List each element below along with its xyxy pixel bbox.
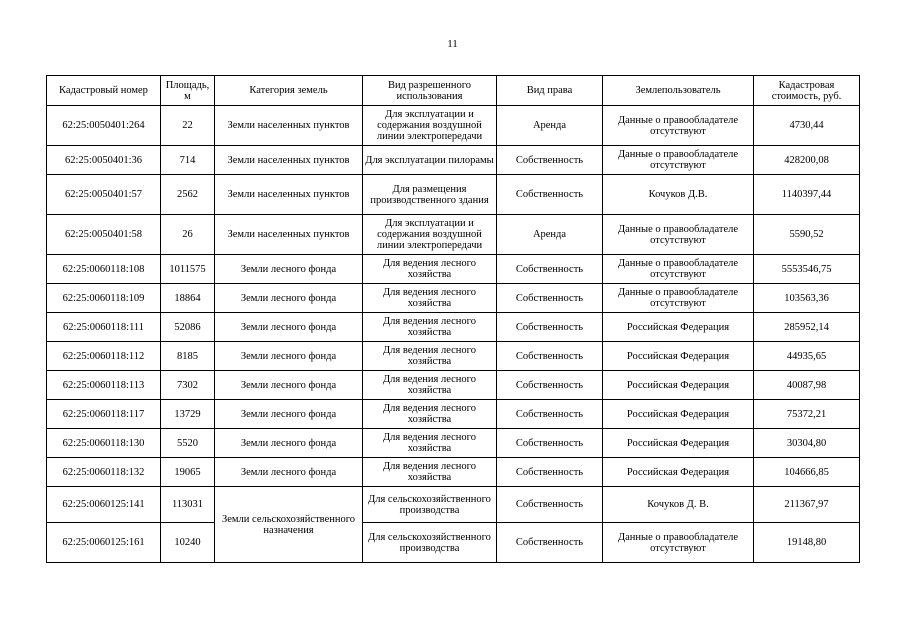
cell-cadastral-value: 103563,36 [754, 284, 860, 313]
cell-land-category: Земли лесного фонда [215, 400, 363, 429]
cell-cadastral-value: 285952,14 [754, 313, 860, 342]
cell-right-type: Аренда [497, 215, 603, 255]
cell-permitted-use: Для эксплуатации пилорамы [363, 146, 497, 175]
cell-cadastral-number: 62:25:0050401:264 [47, 106, 161, 146]
cell-land-user: Кочуков Д. В. [603, 487, 754, 523]
cell-right-type: Собственность [497, 429, 603, 458]
cell-land-user: Данные о правообладателе отсутствуют [603, 146, 754, 175]
cell-land-user: Кочуков Д.В. [603, 175, 754, 215]
cell-permitted-use: Для ведения лесного хозяйства [363, 313, 497, 342]
cell-land-category: Земли населенных пунктов [215, 106, 363, 146]
table-row [47, 458, 860, 487]
cell-right-type: Собственность [497, 255, 603, 284]
cell-cadastral-value: 40087,98 [754, 371, 860, 400]
table-row [47, 523, 860, 563]
cell-right-type: Собственность [497, 458, 603, 487]
cell-land-category: Земли лесного фонда [215, 458, 363, 487]
cell-permitted-use: Для ведения лесного хозяйства [363, 342, 497, 371]
cell-right-type: Собственность [497, 313, 603, 342]
cell-land-user: Данные о правообладателе отсутствуют [603, 523, 754, 563]
cell-land-category: Земли лесного фонда [215, 342, 363, 371]
cell-land-user: Российская Федерация [603, 371, 754, 400]
cell-land-user: Данные о правообладателе отсутствуют [603, 106, 754, 146]
cell-cadastral-value: 104666,85 [754, 458, 860, 487]
cell-land-category: Земли лесного фонда [215, 313, 363, 342]
cell-cadastral-value: 19148,80 [754, 523, 860, 563]
cell-area: 7302 [161, 371, 215, 400]
cell-land-category: Земли населенных пунктов [215, 175, 363, 215]
cell-cadastral-value: 428200,08 [754, 146, 860, 175]
cell-land-category: Земли населенных пунктов [215, 215, 363, 255]
cell-permitted-use: Для эксплуатации и содержания воздушной линии электропередачи [363, 215, 497, 255]
table-row [47, 284, 860, 313]
cell-right-type: Собственность [497, 487, 603, 523]
cell-area: 714 [161, 146, 215, 175]
cell-land-user: Данные о правообладателе отсутствуют [603, 255, 754, 284]
cell-cadastral-value: 30304,80 [754, 429, 860, 458]
cell-cadastral-number: 62:25:0060125:161 [47, 523, 161, 563]
cell-area: 2562 [161, 175, 215, 215]
header-permitted-use: Вид разрешенного использования [363, 76, 497, 106]
cell-land-category-merged: Земли сельскохозяйственного назначения [215, 487, 363, 563]
cell-cadastral-value: 44935,65 [754, 342, 860, 371]
cell-area: 8185 [161, 342, 215, 371]
cell-area: 113031 [161, 487, 215, 523]
table-row [47, 342, 860, 371]
table-row [47, 175, 860, 215]
cell-land-user: Данные о правообладателе отсутствуют [603, 284, 754, 313]
table-row [47, 146, 860, 175]
table-row [47, 215, 860, 255]
cell-land-user: Российская Федерация [603, 458, 754, 487]
cell-area: 1011575 [161, 255, 215, 284]
cell-permitted-use: Для ведения лесного хозяйства [363, 458, 497, 487]
cell-permitted-use: Для эксплуатации и содержания воздушной линии электропередачи [363, 106, 497, 146]
cell-land-user: Российская Федерация [603, 313, 754, 342]
cell-cadastral-value: 5553546,75 [754, 255, 860, 284]
cell-permitted-use: Для сельскохозяйственного производства [363, 487, 497, 523]
cell-right-type: Собственность [497, 400, 603, 429]
cell-cadastral-number: 62:25:0050401:57 [47, 175, 161, 215]
cell-land-user: Данные о правообладателе отсутствуют [603, 215, 754, 255]
cell-land-category: Земли лесного фонда [215, 255, 363, 284]
cell-land-category: Земли лесного фонда [215, 429, 363, 458]
header-area: Площадь, м [161, 76, 215, 106]
cell-permitted-use: Для ведения лесного хозяйства [363, 371, 497, 400]
page-number: 11 [447, 38, 458, 50]
table-row [47, 429, 860, 458]
cell-right-type: Собственность [497, 342, 603, 371]
cell-permitted-use: Для ведения лесного хозяйства [363, 255, 497, 284]
cell-land-category: Земли лесного фонда [215, 371, 363, 400]
cell-area: 26 [161, 215, 215, 255]
cell-cadastral-number: 62:25:0060118:112 [47, 342, 161, 371]
table-row [47, 313, 860, 342]
cell-permitted-use: Для ведения лесного хозяйства [363, 400, 497, 429]
cell-right-type: Собственность [497, 146, 603, 175]
cell-area: 5520 [161, 429, 215, 458]
cell-cadastral-value: 211367,97 [754, 487, 860, 523]
cell-cadastral-value: 5590,52 [754, 215, 860, 255]
cell-area: 19065 [161, 458, 215, 487]
cell-right-type: Собственность [497, 523, 603, 563]
table-row [47, 106, 860, 146]
cell-right-type: Аренда [497, 106, 603, 146]
cell-cadastral-number: 62:25:0060118:130 [47, 429, 161, 458]
cell-land-user: Российская Федерация [603, 400, 754, 429]
cell-cadastral-value: 1140397,44 [754, 175, 860, 215]
cell-land-category: Земли лесного фонда [215, 284, 363, 313]
cell-permitted-use: Для сельскохозяйственного производства [363, 523, 497, 563]
cell-area: 13729 [161, 400, 215, 429]
header-land-user: Землепользователь [603, 76, 754, 106]
cell-cadastral-number: 62:25:0050401:58 [47, 215, 161, 255]
cell-land-category: Земли населенных пунктов [215, 146, 363, 175]
header-cadastral-number: Кадастровый номер [47, 76, 161, 106]
cell-area: 10240 [161, 523, 215, 563]
cell-cadastral-number: 62:25:0060118:132 [47, 458, 161, 487]
table-row [47, 487, 860, 523]
cell-right-type: Собственность [497, 284, 603, 313]
cell-permitted-use: Для ведения лесного хозяйства [363, 284, 497, 313]
cell-cadastral-number: 62:25:0060125:141 [47, 487, 161, 523]
table-row [47, 255, 860, 284]
table-row [47, 371, 860, 400]
cell-permitted-use: Для ведения лесного хозяйства [363, 429, 497, 458]
cell-right-type: Собственность [497, 175, 603, 215]
cell-cadastral-number: 62:25:0060118:109 [47, 284, 161, 313]
header-land-category: Категория земель [215, 76, 363, 106]
cell-cadastral-number: 62:25:0060118:113 [47, 371, 161, 400]
cell-area: 22 [161, 106, 215, 146]
table-header-row [47, 76, 860, 106]
cell-area: 52086 [161, 313, 215, 342]
cell-cadastral-number: 62:25:0060118:117 [47, 400, 161, 429]
cell-land-user: Российская Федерация [603, 342, 754, 371]
cell-cadastral-number: 62:25:0060118:111 [47, 313, 161, 342]
cell-permitted-use: Для размещения производственного здания [363, 175, 497, 215]
table-row [47, 400, 860, 429]
cell-cadastral-number: 62:25:0050401:36 [47, 146, 161, 175]
cell-cadastral-value: 75372,21 [754, 400, 860, 429]
cell-cadastral-value: 4730,44 [754, 106, 860, 146]
cell-cadastral-number: 62:25:0060118:108 [47, 255, 161, 284]
header-cadastral-value: Кадастровая стоимость, руб. [754, 76, 860, 106]
header-right-type: Вид права [497, 76, 603, 106]
cadastral-table [46, 75, 860, 563]
cell-land-user: Российская Федерация [603, 429, 754, 458]
cell-area: 18864 [161, 284, 215, 313]
cell-right-type: Собственность [497, 371, 603, 400]
